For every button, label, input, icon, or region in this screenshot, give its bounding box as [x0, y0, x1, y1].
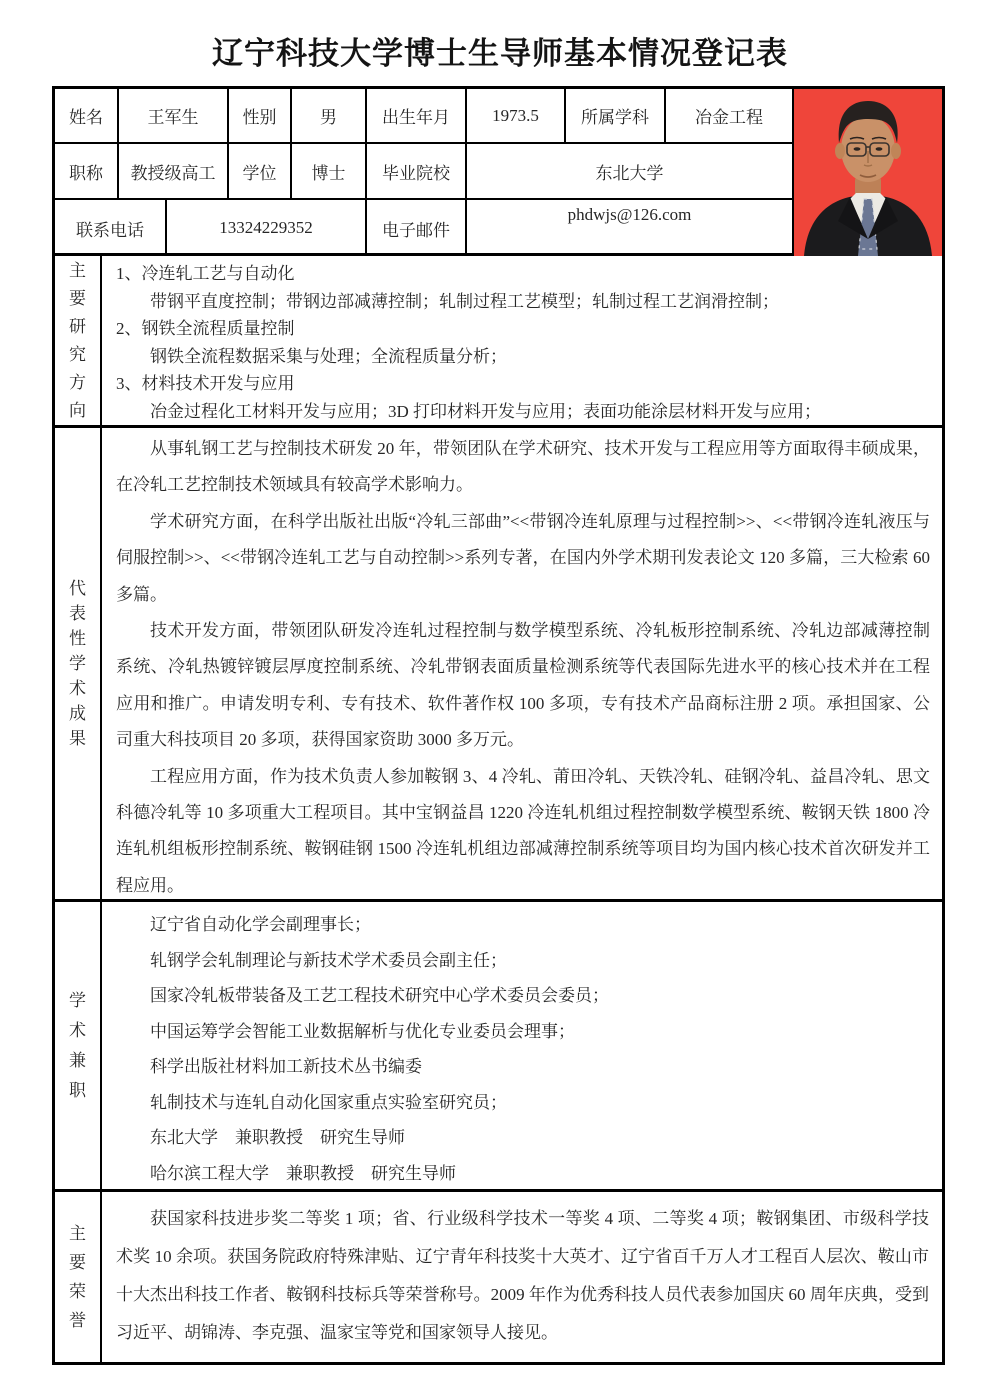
academic-positions-content [102, 902, 942, 1189]
degree-label: 学位 [229, 144, 292, 198]
main-honors-label: 主要荣誉 [69, 1224, 86, 1330]
academic-achievements-label-cell [55, 428, 102, 899]
section-research-directions [55, 256, 942, 428]
professional-title-value: 教授级高工 [119, 144, 229, 198]
professional-title-label: 职称 [55, 144, 119, 198]
position-line: 辽宁省自动化学会副理事长； [150, 915, 371, 934]
phone-value: 13324229352 [167, 200, 367, 256]
position-line: 中国运筹学会智能工业数据解析与优化专业委员会理事； [150, 1021, 575, 1041]
research-directions-content [102, 256, 942, 425]
basic-info-block [55, 89, 942, 256]
achievements-paragraph: 学术研究方面，在科学出版社出版“冷轧三部曲”<<带钢冷连轧原理与过程控制>>、<<带钢冷连轧液压与伺服控制>>、<<带钢冷连轧工艺与自动控制>>系列专著，在国内外学术期刊发表论文 120 多篇，三大检索 60 多篇。 [116, 511, 930, 604]
birth-value: 1973.5 [467, 89, 566, 142]
section-academic-achievements [55, 428, 942, 902]
research-line: 带钢平直度控制；带钢边部减薄控制；轧制过程工艺模型；轧制过程工艺润滑控制； [150, 291, 779, 311]
gender-value: 男 [292, 89, 367, 142]
degree-value: 博士 [292, 144, 367, 198]
achievements-paragraph: 从事轧钢工艺与控制技术研发 20 年，带领团队在学术研究、技术开发与工程应用等方面取得丰硕成果，在冷轧工艺控制技术领域具有较高学术影响力。 [116, 439, 930, 495]
school-label: 毕业院校 [367, 144, 467, 198]
position-line: 哈尔滨工程大学 兼职教授 研究生导师 [150, 1163, 456, 1183]
phone-label: 联系电话 [55, 200, 167, 256]
row-name-gender-birth [55, 89, 794, 144]
birth-label: 出生年月 [367, 89, 467, 142]
email-value: phdwjs@126.com [467, 200, 794, 256]
honors-paragraph: 获国家科技进步奖二等奖 1 项；省、行业级科学技术一等奖 4 项、二等奖 4 项；鞍钢集团、市级科学技术奖 10 余项。获国务院政府特殊津贴、辽宁青年科技奖十大英才、辽宁省百千万人才工程百人层次、鞍山市十大杰出科技工作者、鞍钢科技标兵等荣誉称号。2009 年作为优秀科技人员代表参加国庆 60 周年庆典，受到习近平、胡锦涛、李克强、温家宝等党和国家领导人接见。 [116, 1209, 929, 1342]
research-line: 冶金过程化工材料开发与应用；3D 打印材料开发与应用；表面功能涂层材料开发与应用； [150, 401, 822, 421]
achievements-paragraph: 技术开发方面，带领团队研发冷连轧过程控制与数学模型系统、冷轧板形控制系统、冷轧边部减薄控制系统、冷轧热镀锌镀层厚度控制系统、冷轧带钢表面质量检测系统等代表国际先进水平的核心技术并在工程应用和推广。申请发明专利、专有技术、软件著作权 100 多项，专有技术产品商标注册 2 项。承担国家、公司重大科技项目 20 多项，获得国家资助 3000 多万元。 [116, 621, 930, 750]
achievements-paragraph: 工程应用方面，作为技术负责人参加鞍钢 3、4 冷轧、莆田冷轧、天铁冷轧、硅钢冷轧、益昌冷轧、思文科德冷轧等 10 多项重大工程项目。其中宝钢益昌 1220 冷连轧机组过程控制数学模型系统、鞍钢天铁 1800 冷连轧机组板形控制系统、鞍钢硅钢 1500 冷连轧机组边部减薄控制系统等项目均为国内核心技术首次研发并工程应用。 [116, 766, 930, 895]
position-line: 科学出版社材料加工新技术丛书编委 [150, 1057, 422, 1076]
position-line: 轧制技术与连轧自动化国家重点实验室研究员； [150, 1092, 507, 1112]
academic-achievements-label: 代表性学术成果 [69, 579, 86, 748]
research-line: 3、材料技术开发与应用 [116, 374, 295, 393]
research-directions-label-cell [55, 256, 102, 425]
main-honors-label-cell [55, 1192, 102, 1362]
name-value: 王军生 [119, 89, 229, 142]
page-title: 辽宁科技大学博士生导师基本情况登记表 [212, 36, 788, 71]
section-main-honors [55, 1192, 942, 1362]
discipline-value: 冶金工程 [666, 89, 794, 142]
academic-achievements-content [102, 428, 942, 899]
research-line: 2、钢铁全流程质量控制 [116, 319, 295, 338]
academic-positions-label-cell [55, 902, 102, 1189]
position-line: 国家冷轧板带装备及工艺工程技术研究中心学术委员会委员； [150, 986, 609, 1005]
portrait-photo-image [794, 89, 942, 256]
discipline-label: 所属学科 [566, 89, 666, 142]
email-label: 电子邮件 [367, 200, 467, 256]
main-honors-content [102, 1192, 942, 1362]
research-line: 钢铁全流程数据采集与处理；全流程质量分析； [150, 346, 507, 366]
research-line: 1、冷连轧工艺与自动化 [116, 264, 295, 283]
name-label: 姓名 [55, 89, 119, 142]
gender-label: 性别 [229, 89, 292, 142]
academic-positions-label: 学术兼职 [69, 990, 86, 1100]
row-phone-email [55, 200, 794, 256]
registration-table [52, 86, 945, 1365]
section-academic-positions [55, 902, 942, 1192]
position-line: 东北大学 兼职教授 研究生导师 [150, 1128, 405, 1147]
school-value: 东北大学 [467, 144, 794, 198]
position-line: 轧钢学会轧制理论与新技术学术委员会副主任； [150, 950, 507, 970]
row-title-degree-school [55, 144, 794, 200]
research-directions-label: 主要研究方向 [69, 260, 86, 420]
portrait-photo [794, 89, 942, 256]
